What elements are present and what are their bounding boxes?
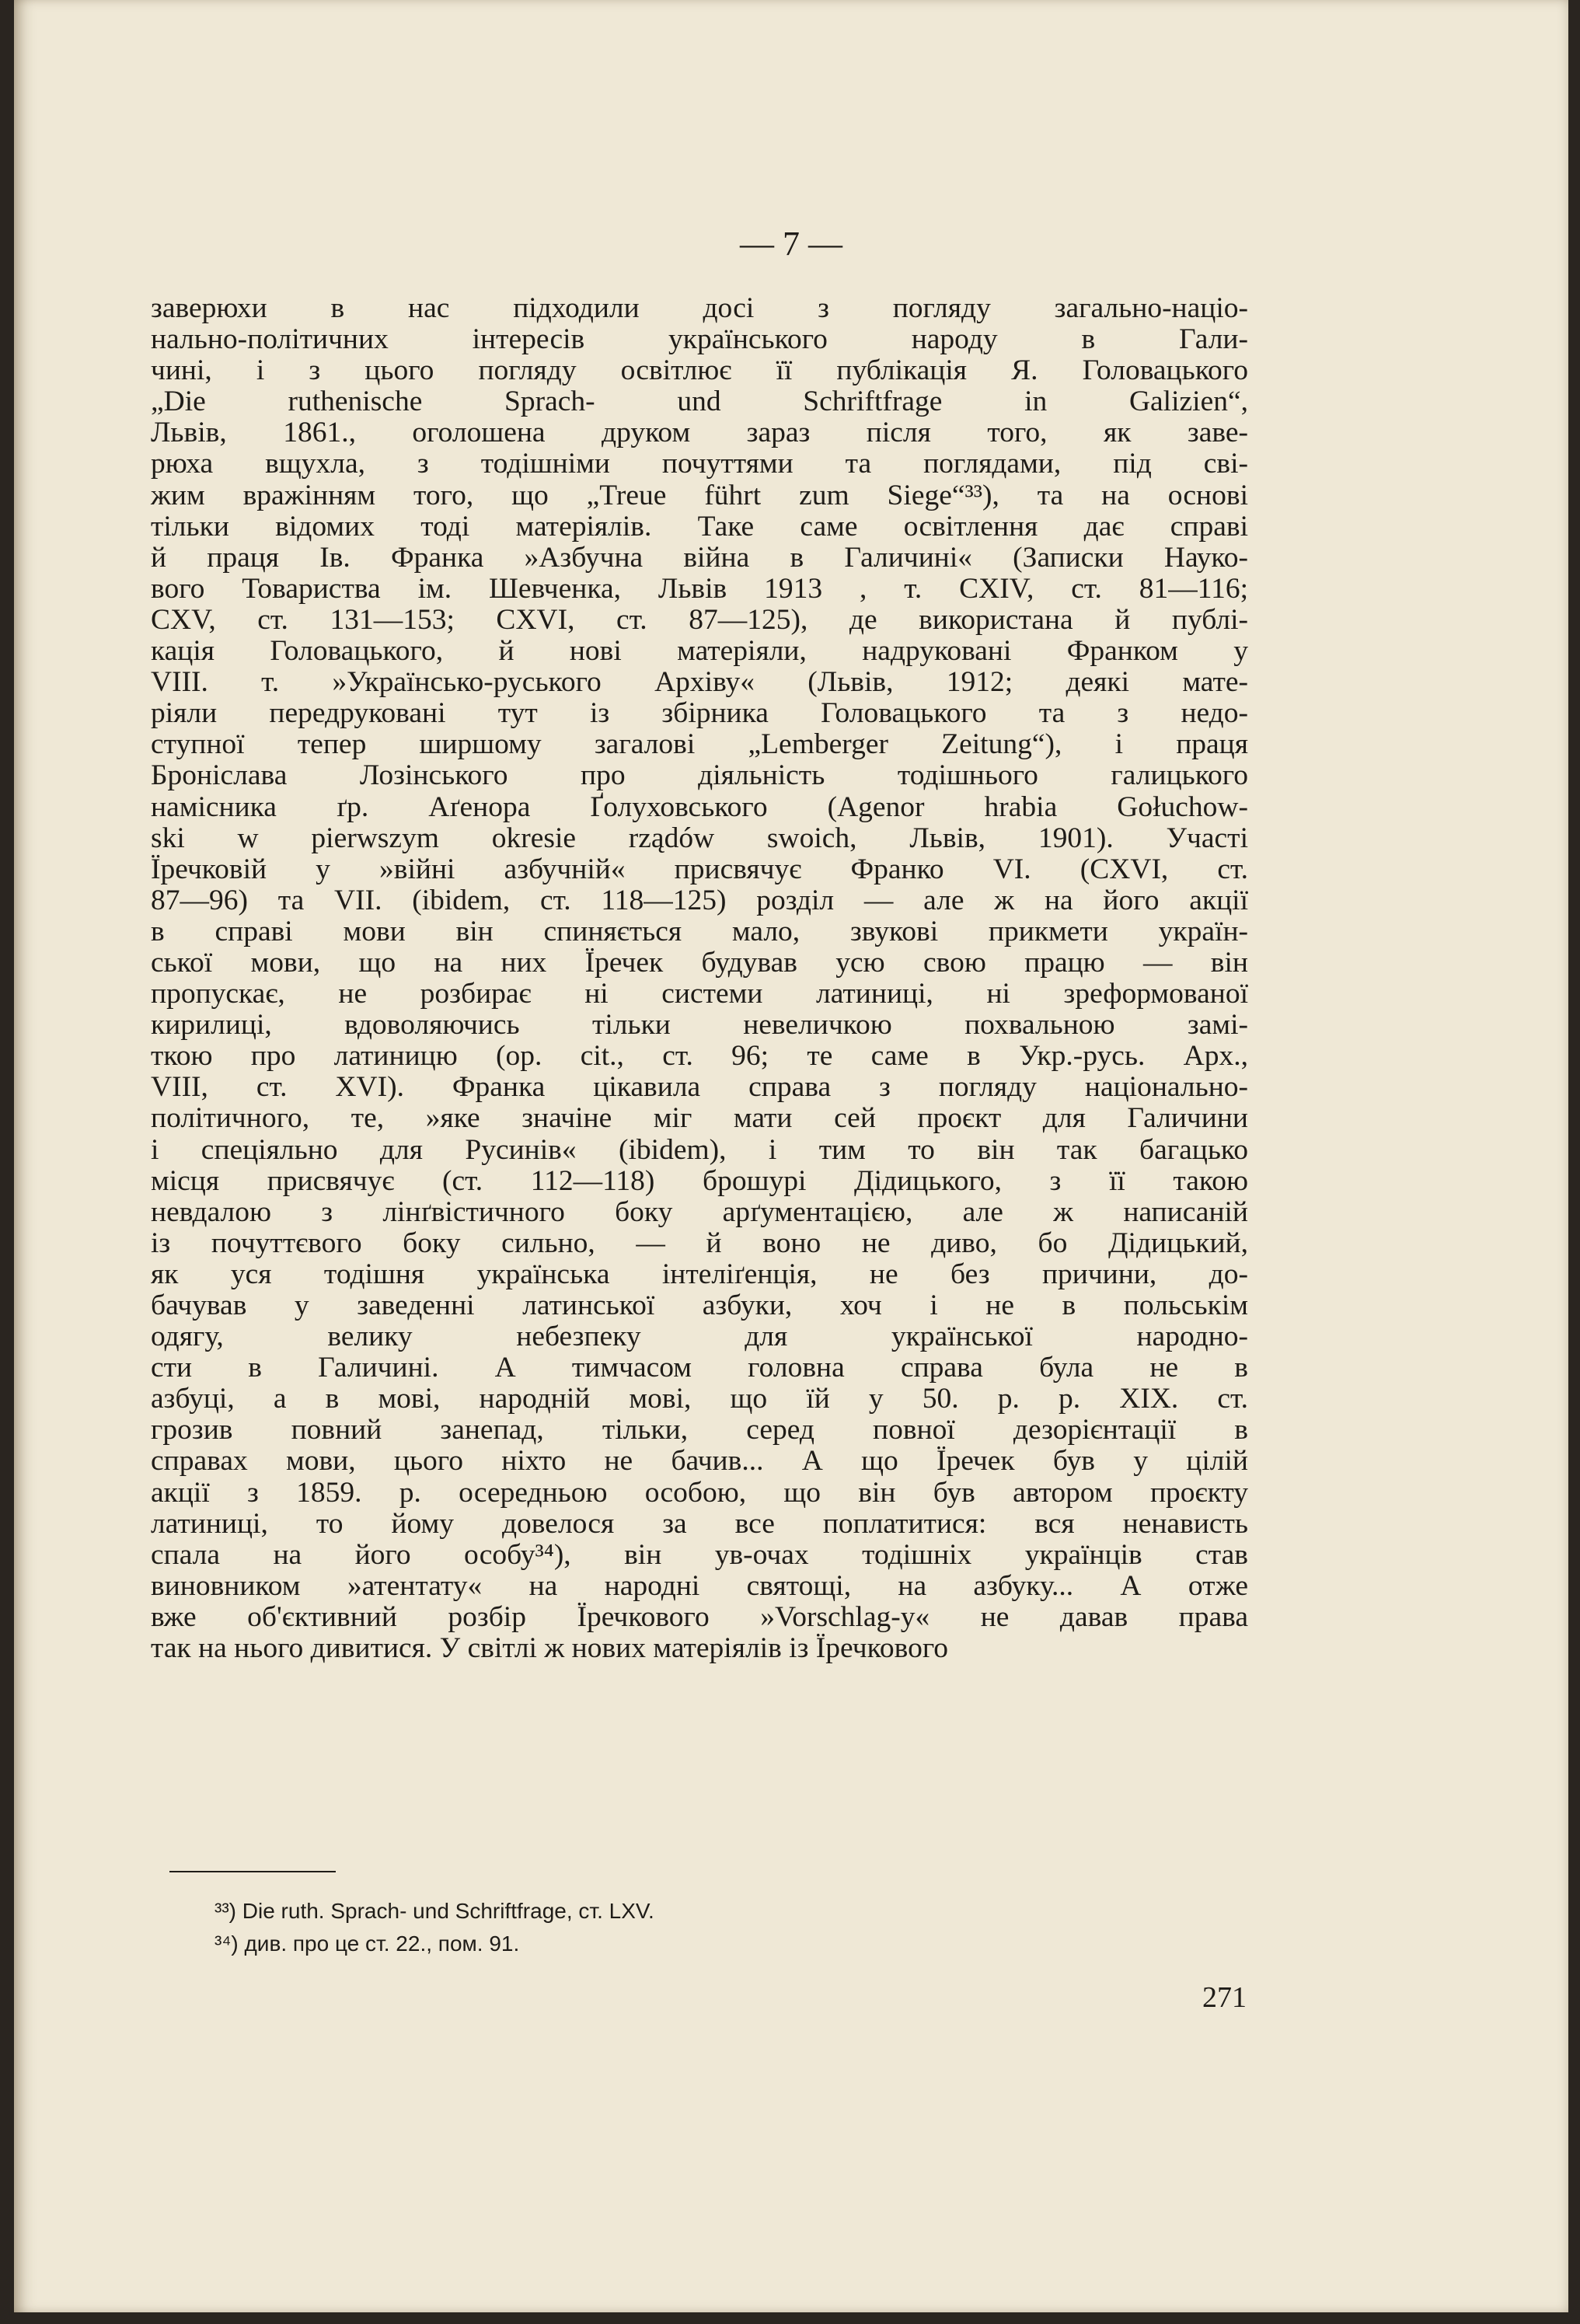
text-line: ріяли передруковані тут із збірника Головацького та з недо- — [151, 697, 1248, 730]
text-line: тільки відомих тоді матеріялів. Таке саме освітлення дає справі — [151, 510, 1248, 543]
text-line: кація Головацького, й нові матеріяли, надруковані Франком у — [151, 635, 1248, 668]
text-line: VIII, ст. XVI). Франка цікавила справа з погляду національно- — [151, 1071, 1248, 1104]
text-line: в справі мови він спиняється мало, звукові прикмети україн- — [151, 915, 1248, 947]
text-line: рюха вщухла, з тодішніми почуттями та поглядами, під сві- — [151, 448, 1248, 480]
text-line: ської мови, що на них Їречек будував усю свою працю — він — [151, 946, 1248, 979]
text-line: VIII. т. »Українсько-руського Архіву« (Львів, 1912; деякі мате- — [151, 666, 1248, 699]
text-line: виновником »атентату« на народні святощі, на азбуку... А отже — [151, 1569, 1248, 1602]
text-line: ступної тепер ширшому загалові „Lemberger Zeitung“), і праця — [151, 728, 1248, 761]
footnotes — [215, 1895, 654, 1960]
text-line: жим вражінням того, що „Treue führt zum Siege“³³), та на основі — [151, 479, 1248, 511]
footnote-33: ³³) Die ruth. Sprach- und Schriftfrage, ст. LXV. — [215, 1899, 654, 1923]
footnote-34: ³⁴) див. про це ст. 22., пом. 91. — [215, 1931, 520, 1956]
text-line: чині, і з цього погляду освітлює її публікація Я. Головацького — [151, 354, 1248, 387]
text-line: вого Товариства ім. Шевченка, Львів 1913 , т. CXIV, ст. 81—116; — [151, 572, 1248, 605]
text-line: місця присвячує (ст. 112—118) брошурі Дідицького, з її такою — [151, 1164, 1248, 1197]
text-line: „Die ruthenische Sprach- und Schriftfrage in Galizien“, — [151, 386, 1248, 418]
text-line: сти в Галичині. А тимчасом головна справа була не в — [151, 1352, 1248, 1384]
text-line: азбуці, а в мові, народній мові, що їй у 50. р. р. XIX. ст. — [151, 1383, 1248, 1415]
text-line: політичного, те, »яке значіне міг мати сей проєкт для Галичини — [151, 1102, 1248, 1135]
text-line: вже об'єктивний розбір Їречкового »Vorschlag-у« не давав права — [151, 1600, 1248, 1633]
text-line: і спеціяльно для Русинів« (ibidem), і тим то він так багацько — [151, 1133, 1248, 1166]
text-line: із почуттєвого боку сильно, — й воно не диво, бо Дідицький, — [151, 1227, 1248, 1259]
text-line: й праця Ів. Франка »Азбучна війна в Галичині« (Записки Науко- — [151, 541, 1248, 574]
text-line: кирилиці, вдоволяючись тільки невеличкою похвальною замі- — [151, 1009, 1248, 1042]
text-line: невдалою з лінґвістичного боку арґументацією, але ж написаній — [151, 1195, 1248, 1228]
text-line: акції з 1859. р. осередньою особою, що він був автором проєкту — [151, 1476, 1248, 1509]
page-number: 271 — [1202, 1981, 1247, 2014]
text-line: бачував у заведенні латинської азбуки, хоч і не в польськім — [151, 1289, 1248, 1321]
main-text-block — [151, 293, 1248, 1664]
text-line: латиниці, то йому довелося за все поплатитися: вся ненависть — [151, 1507, 1248, 1540]
text-line: грозив повний занепад, тільки, серед повної дезорієнтації в — [151, 1414, 1248, 1446]
footnote-divider — [169, 1871, 336, 1872]
text-line: нально-політичних інтересів українського народу в Гали- — [151, 323, 1248, 356]
text-line: так на нього дивитися. У світлі ж нових матеріялів із Їречкового — [151, 1632, 949, 1665]
text-line: ski w pierwszym okresie rządów swoich, Львів, 1901). Участі — [151, 822, 1248, 854]
text-line: одягу, велику небезпеку для української народно- — [151, 1321, 1248, 1353]
text-line: Їречковій у »війні азбучній« присвячує Франко VI. (CXVI, ст. — [151, 853, 1248, 885]
text-line: як уся тодішня українська інтеліґенція, не без причини, до- — [151, 1258, 1248, 1290]
text-line: CXV, ст. 131—153; CXVI, ст. 87—125), де використана й публі- — [151, 603, 1248, 636]
text-line: заверюхи в нас підходили досі з погляду загально-націо- — [151, 292, 1248, 324]
page-header-marker: — 7 — — [740, 225, 842, 263]
scanned-page — [14, 0, 1568, 2312]
text-line: Львів, 1861., оголошена друком зараз після того, як заве- — [151, 417, 1248, 449]
text-line: пропускає, не розбирає ні системи латиниці, ні зреформованої — [151, 978, 1248, 1010]
text-line: 87—96) та VII. (ibidem, ст. 118—125) розділ — але ж на його акції — [151, 884, 1248, 916]
text-line: намісника ґр. Аґенора Ґолуховського (Agenor hrabia Gołuchow- — [151, 790, 1248, 823]
text-line: справах мови, цього ніхто не бачив... А що Їречек був у цілій — [151, 1445, 1248, 1478]
text-line: спала на його особу³⁴), він ув-очах тодішніх українців став — [151, 1538, 1248, 1571]
text-line: ткою про латиницю (op. cit., ст. 96; те саме в Укр.-русь. Арх., — [151, 1040, 1248, 1073]
text-line: Броніслава Лозінського про діяльність тодішнього галицького — [151, 759, 1248, 792]
